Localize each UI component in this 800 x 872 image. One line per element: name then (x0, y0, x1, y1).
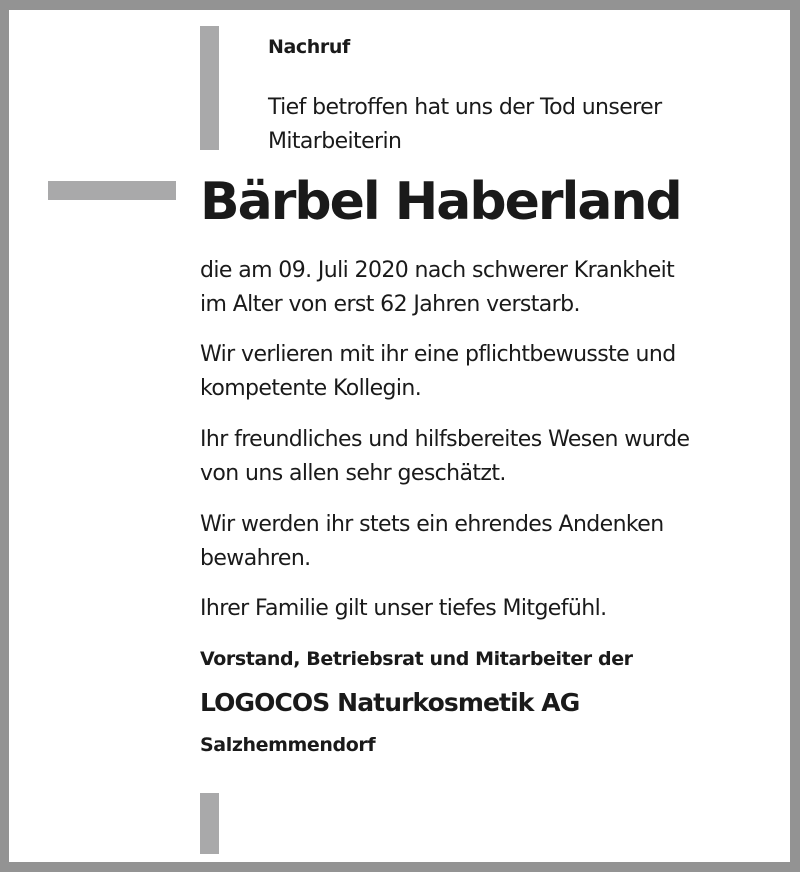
decorative-vertical-bar-top (200, 26, 219, 150)
paragraph-3-line-2: von uns allen sehr geschätzt. (200, 461, 506, 486)
paragraph-1-line-2: im Alter von erst 62 Jahren verstarb. (200, 292, 580, 317)
paragraph-2-line-2: kompetente Kollegin. (200, 376, 422, 401)
signature-from: Vorstand, Betriebsrat und Mitarbeiter der (200, 648, 633, 670)
intro-line-2: Mitarbeiterin (268, 129, 402, 154)
heading-nachruf: Nachruf (268, 36, 350, 58)
intro-line-1: Tief betroffen hat uns der Tod unserer (268, 95, 662, 120)
signature-location: Salzhemmendorf (200, 734, 376, 756)
paragraph-1-line-1: die am 09. Juli 2020 nach schwerer Krankheit (200, 258, 675, 283)
deceased-name: Bärbel Haberland (200, 172, 681, 232)
paragraph-2-line-1: Wir verlieren mit ihr eine pflichtbewusste und (200, 342, 676, 367)
paragraph-4-line-1: Wir werden ihr stets ein ehrendes Andenken (200, 512, 664, 537)
decorative-horizontal-bar (48, 181, 176, 200)
paragraph-3-line-1: Ihr freundliches und hilfsbereites Wesen wurde (200, 427, 690, 452)
signature-company: LOGOCOS Naturkosmetik AG (200, 688, 580, 717)
decorative-vertical-bar-bottom (200, 793, 219, 854)
paragraph-5-line-1: Ihrer Familie gilt unser tiefes Mitgefühl. (200, 596, 607, 621)
paragraph-4-line-2: bewahren. (200, 546, 311, 571)
